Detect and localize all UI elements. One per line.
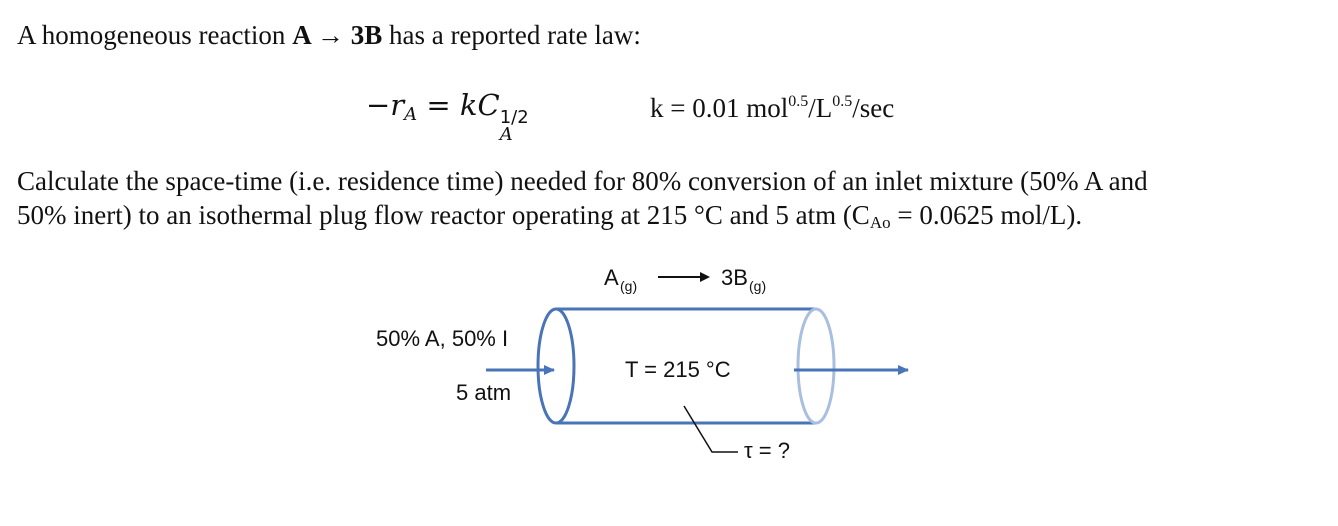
rate-lhs: −r — [366, 88, 405, 122]
reactor-outlet-cap — [798, 309, 834, 423]
rate-rhs-subscript: A — [499, 124, 513, 145]
question-text-end: = 0.0625 mol/L). — [890, 200, 1083, 230]
rate-rhs-exponent: 1/2 — [499, 107, 529, 128]
reactor-inlet-cap — [538, 309, 574, 423]
cao-subscript: Ao — [869, 213, 891, 232]
rate-equals: = — [417, 88, 460, 122]
reaction-reactant: A — [604, 265, 619, 290]
inlet-pressure-label: 5 atm — [456, 380, 512, 405]
rate-constant-mid: /L — [808, 93, 833, 123]
rate-constant-exp2: 0.5 — [832, 93, 853, 110]
space-time-leader-line — [684, 406, 738, 452]
rate-rhs: kC — [459, 88, 500, 122]
question-line-1: Calculate the space-time (i.e. residence time) needed for 80% conversion of an inlet mixture (50% A and — [17, 166, 1148, 196]
rate-constant-label: k = 0.01 mol — [650, 93, 789, 123]
reaction-product-phase: (g) — [749, 278, 767, 294]
rate-constant-unit: /sec — [852, 93, 895, 123]
reaction-equation: A → 3B — [292, 20, 383, 50]
intro-text: A homogeneous reaction — [17, 20, 293, 50]
space-time-label: τ = ? — [744, 438, 790, 463]
rate-lhs-subscript: A — [404, 104, 418, 125]
reaction-product: 3B — [721, 265, 748, 290]
intro-text-end: has a reported rate law: — [382, 20, 641, 50]
reaction-reactant-phase: (g) — [620, 278, 638, 294]
question-text: 50% inert) to an isothermal plug flow reactor operating at 215 °C and 5 atm (C — [17, 200, 870, 230]
rate-constant-exp1: 0.5 — [788, 93, 809, 110]
inlet-composition-label: 50% A, 50% I — [376, 326, 509, 351]
temperature-label: T = 215 °C — [625, 357, 731, 382]
